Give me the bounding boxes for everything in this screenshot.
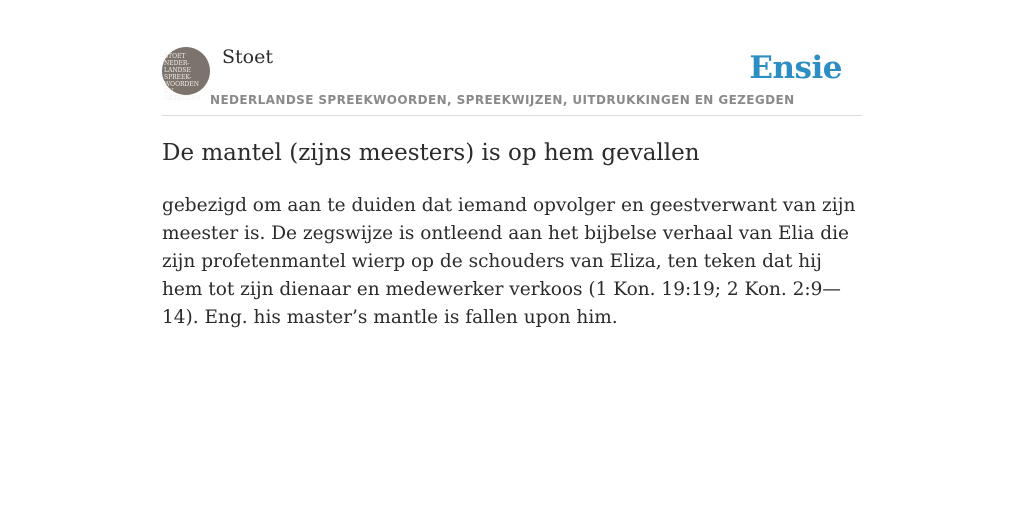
- source-avatar[interactable]: [162, 47, 210, 102]
- source-header: [162, 0, 862, 116]
- source-author-link[interactable]: Stoet: [222, 46, 273, 68]
- source-subtitle: NEDERLANDSE SPREEKWOORDEN, SPREEKWIJZEN, UITDRUKKINGEN EN GEZEGDEN: [210, 93, 795, 107]
- page-container: [162, 0, 862, 512]
- avatar-book-cover-text: STOET NEDER- LANDSE SPREEK- WOORDEN EN GEZEGDEN: [164, 53, 201, 102]
- entry-title: De mantel (zijns meesters) is op hem gevallen: [162, 140, 700, 166]
- ensie-logo-link[interactable]: Ensie: [749, 50, 842, 86]
- entry-definition: gebezigd om aan te duiden dat iemand opvolger en geestverwant van zijn meester is. De zegswijze is ontleend aan het bijbelse verhaal van Elia die zijn profetenmantel wierp op de schouders van Eliza, ten teken dat hij hem tot zijn dienaar en medewerker verkoos (1 Kon. 19:19; 2 Kon. 2:9—14). Eng. his master’s mantle is fallen upon him.: [162, 195, 856, 328]
